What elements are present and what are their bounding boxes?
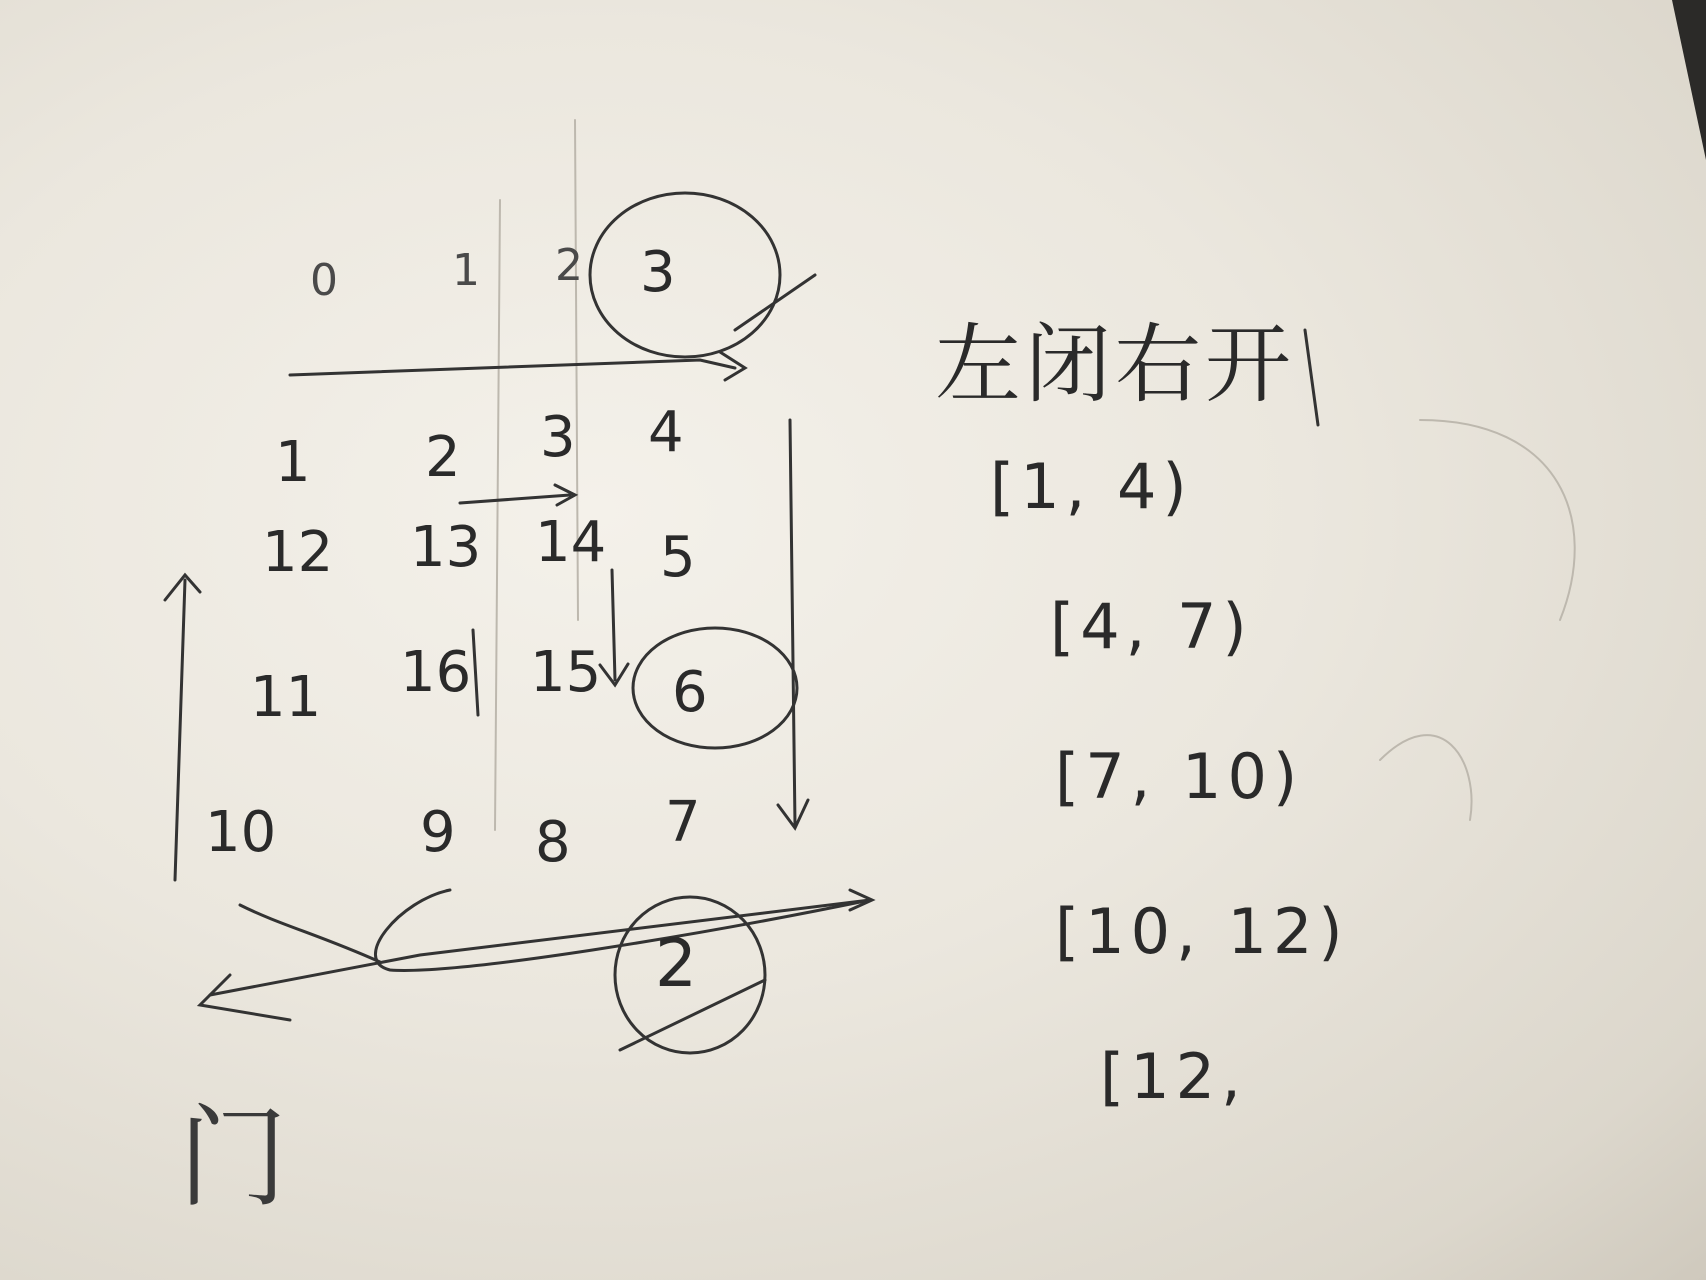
matrix-cell-r0c3: 4 [648,400,684,465]
matrix-cell-r2c1: 16 [400,640,472,705]
matrix-cell-r2c2: 15 [530,640,602,705]
interval-2: [4, 7) [1050,590,1253,663]
matrix-cell-r3c1: 9 [420,800,456,865]
matrix-cell-r3c3: 7 [665,790,701,855]
matrix-cell-r1c3: 5 [660,525,696,590]
right-down-arrowhead [778,800,808,828]
matrix-cell-r2c0: 11 [250,665,322,730]
left-up-arrow [175,580,185,880]
circle-index-3 [590,193,780,357]
header-index-1: 1 [452,245,480,296]
header-index-0: 0 [310,255,338,306]
inner-down-arrow [612,570,615,680]
bottom-scribble-2 [240,905,380,962]
faint-vertical-line [495,200,500,830]
right-down-arrow [790,420,795,825]
matrix-cell-r0c2: 3 [540,405,576,470]
matrix-cell-r1c1: 13 [410,515,482,580]
bracket-mark-right [1305,330,1318,425]
matrix-cell-r0c0: 1 [275,430,311,495]
bottom-left-arrow [210,900,870,995]
interval-3: [7, 10) [1055,740,1304,813]
faint-ghost-arc [1420,420,1575,620]
matrix-cell-r0c1: 2 [425,425,461,490]
interval-4: [10, 12) [1055,895,1349,968]
header-index-3: 3 [640,240,676,305]
interval-5: [12, [1100,1040,1247,1113]
matrix-cell-r3c0: 10 [205,800,277,865]
matrix-cell-r3c2: 8 [535,810,571,875]
interval-1: [1, 4) [990,450,1193,523]
left-up-arrowhead [165,575,200,600]
header-index-2: 2 [555,240,583,291]
matrix-cell-r1c2: 14 [535,510,607,575]
header-underline [290,360,735,375]
faint-ghost-arc-2 [1380,735,1472,820]
inner-right-arrow [460,495,570,503]
title-left-closed-right-open: 左闭右开 [935,315,1295,415]
inner-down-arrow-2 [473,630,478,715]
circled-bottom-2: 2 [655,925,697,1002]
matrix-cell-r2c3: 6 [672,660,708,725]
circle-6 [633,628,797,748]
bottom-mark: 门 [178,1094,288,1222]
matrix-cell-r1c0: 12 [262,520,334,585]
